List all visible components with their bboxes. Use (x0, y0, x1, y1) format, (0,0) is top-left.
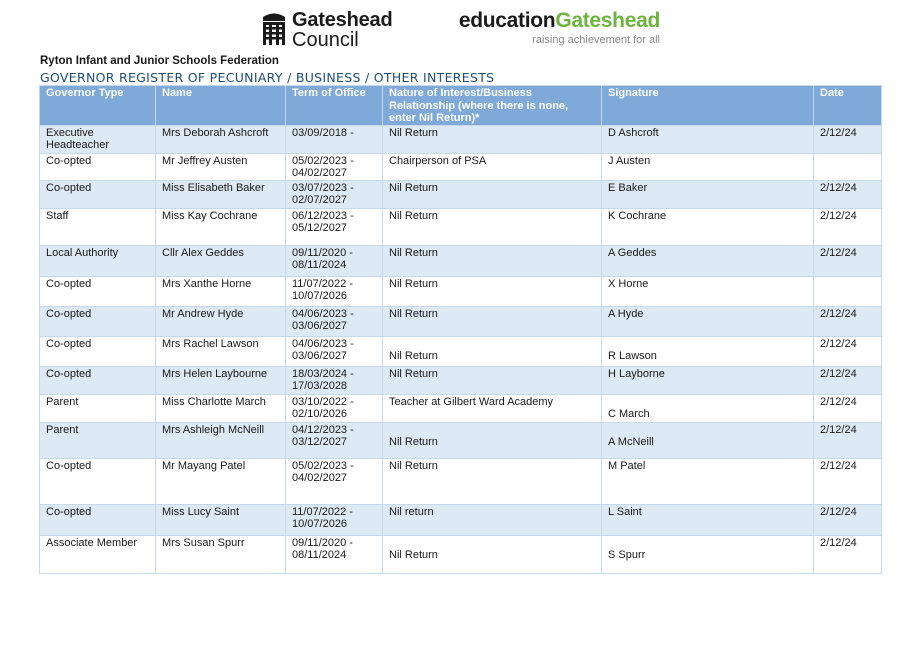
cell-term: 18/03/2024 - 17/03/2028 (286, 366, 383, 394)
cell-governor-type: Executive Headteacher (40, 125, 156, 153)
register-title: GOVERNOR REGISTER OF PECUNIARY / BUSINESS / OTHER INTERESTS (40, 70, 495, 85)
cell-term: 09/11/2020 - 08/11/2024 (286, 535, 383, 573)
cell-name: Mrs Helen Laybourne (156, 366, 286, 394)
table-row (40, 125, 882, 153)
cell-interest: Nil return (383, 504, 602, 535)
cell-name: Mrs Ashleigh McNeill (156, 422, 286, 458)
table-header-row (40, 86, 882, 126)
cell-interest: Nil Return (383, 208, 602, 245)
cell-date: 2/12/24 (814, 306, 882, 336)
cell-term: 04/06/2023 - 03/06/2027 (286, 306, 383, 336)
cell-date (814, 153, 882, 180)
cell-governor-type: Co-opted (40, 276, 156, 306)
edu-logo-tagline: raising achievement for all (532, 34, 660, 47)
cell-interest: Nil Return (389, 350, 438, 362)
cell-date: 2/12/24 (814, 504, 882, 535)
cell-signature: C March (608, 408, 650, 420)
cell-name: Cllr Alex Geddes (156, 245, 286, 276)
cell-date: 2/12/24 (814, 422, 882, 458)
cell-interest: Teacher at Gilbert Ward Academy (383, 394, 602, 422)
cell-date: 2/12/24 (814, 394, 882, 422)
cell-interest: Nil Return (383, 366, 602, 394)
table-row (40, 245, 882, 276)
cell-name: Mr Andrew Hyde (156, 306, 286, 336)
column-header-date: Date (814, 86, 882, 126)
header-logos (262, 10, 662, 50)
cell-name: Mrs Deborah Ashcroft (156, 125, 286, 153)
cell-interest: Nil Return (383, 276, 602, 306)
cell-term: 03/09/2018 - (286, 125, 383, 153)
cell-signature: X Horne (602, 276, 814, 306)
cell-interest: Nil Return (383, 458, 602, 504)
table-row (40, 180, 882, 208)
table-row (40, 504, 882, 535)
cell-interest: Nil Return (383, 245, 602, 276)
cell-name: Miss Elisabeth Baker (156, 180, 286, 208)
column-header-term: Term of Office (286, 86, 383, 126)
cell-interest: Nil Return (383, 125, 602, 153)
cell-signature: H Layborne (602, 366, 814, 394)
edu-logo-part2: Gateshead (555, 9, 660, 32)
cell-interest: Nil Return (389, 436, 438, 448)
table-row (40, 458, 882, 504)
table-row (40, 535, 882, 573)
table-row (40, 276, 882, 306)
cell-signature: L Saint (602, 504, 814, 535)
column-header-name: Name (156, 86, 286, 126)
cell-signature: D Ashcroft (602, 125, 814, 153)
cell-governor-type: Co-opted (40, 336, 156, 366)
cell-signature: J Austen (602, 153, 814, 180)
cell-term: 03/07/2023 - 02/07/2027 (286, 180, 383, 208)
cell-date (814, 276, 882, 306)
table-row (40, 394, 882, 422)
cell-interest: Nil Return (383, 180, 602, 208)
cell-governor-type: Parent (40, 422, 156, 458)
cell-governor-type: Associate Member (40, 535, 156, 573)
cell-signature: A Hyde (602, 306, 814, 336)
cell-date: 2/12/24 (814, 245, 882, 276)
portcullis-icon (262, 11, 286, 45)
council-logo-line2: Council (292, 29, 359, 51)
cell-governor-type: Co-opted (40, 458, 156, 504)
cell-signature: A Geddes (602, 245, 814, 276)
cell-governor-type: Co-opted (40, 306, 156, 336)
cell-date: 2/12/24 (814, 208, 882, 245)
governor-register-table (39, 85, 882, 574)
cell-date: 2/12/24 (814, 180, 882, 208)
table-row (40, 336, 882, 366)
cell-governor-type: Local Authority (40, 245, 156, 276)
council-logo-line1: Gateshead (292, 9, 393, 31)
column-header-signature: Signature (602, 86, 814, 126)
column-header-governor-type: Governor Type (40, 86, 156, 126)
cell-signature: S Spurr (608, 549, 646, 561)
table-row (40, 153, 882, 180)
cell-signature: R Lawson (608, 350, 657, 362)
cell-name: Mrs Xanthe Horne (156, 276, 286, 306)
cell-signature: M Patel (602, 458, 814, 504)
table-row (40, 208, 882, 245)
cell-date: 2/12/24 (814, 458, 882, 504)
cell-signature: E Baker (602, 180, 814, 208)
cell-date: 2/12/24 (814, 535, 882, 573)
cell-name: Miss Lucy Saint (156, 504, 286, 535)
cell-term: 05/02/2023 - 04/02/2027 (286, 458, 383, 504)
cell-name: Mr Jeffrey Austen (156, 153, 286, 180)
cell-term: 11/07/2022 - 10/07/2026 (286, 504, 383, 535)
table-row (40, 306, 882, 336)
education-gateshead-logo (420, 10, 660, 46)
cell-date: 2/12/24 (814, 125, 882, 153)
cell-term: 09/11/2020 - 08/11/2024 (286, 245, 383, 276)
cell-interest: Nil Return (389, 549, 438, 561)
cell-name: Miss Kay Cochrane (156, 208, 286, 245)
cell-governor-type: Co-opted (40, 153, 156, 180)
cell-signature: K Cochrane (602, 208, 814, 245)
cell-name: Mrs Susan Spurr (156, 535, 286, 573)
cell-governor-type: Co-opted (40, 180, 156, 208)
cell-date: 2/12/24 (814, 366, 882, 394)
cell-term: 04/06/2023 - 03/06/2027 (286, 336, 383, 366)
edu-logo-part1: education (458, 9, 556, 32)
cell-governor-type: Parent (40, 394, 156, 422)
cell-term: 11/07/2022 - 10/07/2026 (286, 276, 383, 306)
cell-date: 2/12/24 (814, 336, 882, 366)
cell-name: Miss Charlotte March (156, 394, 286, 422)
gateshead-council-logo (262, 10, 392, 50)
cell-term: 03/10/2022 - 02/10/2026 (286, 394, 383, 422)
cell-name: Mrs Rachel Lawson (156, 336, 286, 366)
cell-interest: Chairperson of PSA (383, 153, 602, 180)
cell-governor-type: Co-opted (40, 504, 156, 535)
cell-term: 05/02/2023 - 04/02/2027 (286, 153, 383, 180)
table-row (40, 366, 882, 394)
cell-term: 06/12/2023 - 05/12/2027 (286, 208, 383, 245)
column-header-interest: Nature of Interest/Business Relationship (where there is none, enter Nil Return)* (383, 86, 602, 126)
cell-signature: A McNeill (608, 436, 654, 448)
cell-term: 04/12/2023 - 03/12/2027 (286, 422, 383, 458)
table-row (40, 422, 882, 458)
federation-name: Ryton Infant and Junior Schools Federation (40, 55, 279, 67)
cell-interest: Nil Return (383, 306, 602, 336)
cell-governor-type: Staff (40, 208, 156, 245)
cell-name: Mr Mayang Patel (156, 458, 286, 504)
cell-governor-type: Co-opted (40, 366, 156, 394)
